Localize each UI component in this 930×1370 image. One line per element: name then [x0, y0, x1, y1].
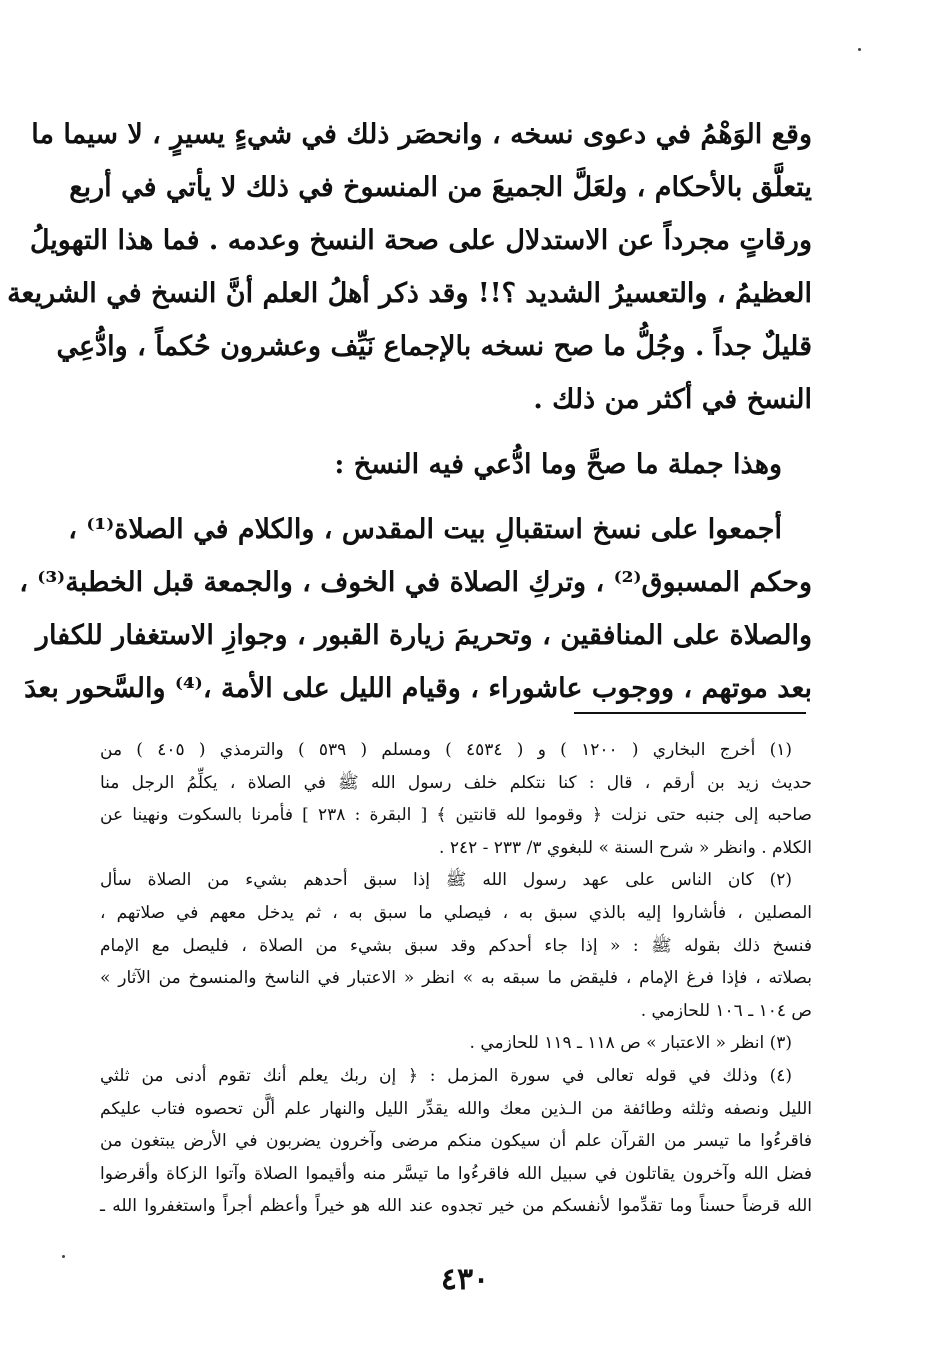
footnote-line: (٤) وذلك في قوله تعالى في سورة المزمل : ﴿ إن ربك يعلم أنك تقوم أدنى من ثلثي: [100, 1065, 792, 1086]
main-text-line: وقع الوَهْمُ في دعوى نسخه ، وانحصَر ذلك في شيءٍ يسيرٍ ، لا سيما ما: [31, 119, 812, 150]
footnote-1: [100, 734, 812, 864]
scan-speck: [858, 48, 861, 51]
scan-speck: [62, 1255, 65, 1258]
main-text: [7, 108, 812, 715]
footnote-line: الله قرضاً حسناً وما تقدِّموا لأنفسكم من خير تجدوه عند الله هو خيراً وأعظم أجراً واستغفروا الله ـ: [100, 1196, 812, 1217]
footnote-line: فنسخ ذلك بقوله ﷺ : « إذا جاء أحدكم وقد سبق بشيء من الصلاة ، فليصل مع الإمام: [100, 935, 812, 956]
list-text-line: والصلاة على المنافقين ، وتحريمَ زيارة القبور ، وجوازِ الاستغفار للكفار: [35, 620, 812, 651]
paragraph-gap: [100, 426, 812, 438]
main-text-line: النسخ في أكثر من ذلك .: [533, 384, 812, 415]
main-text-line: ورقاتٍ مجرداً عن الاستدلال على صحة النسخ وعدمه . فما هذا التهويلُ: [29, 225, 812, 256]
footnote-line: المصلين ، فأشاروا إليه بالذي سبق به ، فيصلي ما سبق به ، ثم يدخل معهم في صلاتهم ،: [100, 902, 812, 923]
footnote-line: ص ١٠٤ ـ ١٠٦ للحازمي .: [640, 1000, 812, 1021]
footnote-line: فضل الله وآخرون يقاتلون في سبيل الله فاقرءُوا ما تيسَّر منه وأقيموا الصلاة وآتوا الزكاة وأقرضوا: [100, 1163, 812, 1184]
page-number: ٤٣٠: [440, 1262, 490, 1297]
footnote-line: (٢) كان الناس على عهد رسول الله ﷺ إذا سبق أحدهم بشيء من الصلاة سأل: [100, 870, 792, 891]
footnote-separator: [574, 712, 806, 714]
footnote-4: [100, 1060, 812, 1223]
footnote-line: (٣) انظر « الاعتبار » ص ١١٨ ـ ١١٩ للحازمي .: [469, 1033, 792, 1054]
footnote-3: [100, 1027, 812, 1060]
footnote-line: حديث زيد بن أرقم ، قال : كنا نتكلم خلف رسول الله ﷺ في الصلاة ، يكلِّمُ الرجل منا: [100, 772, 812, 793]
footnotes: [100, 734, 812, 1223]
footnote-line: (١) أخرج البخاري ( ١٢٠٠ ) و ( ٤٥٣٤ ) ومسلم ( ٥٣٩ ) والترمذي ( ٤٠٥ ) من: [100, 740, 792, 760]
footnote-line: فاقرءُوا ما تيسر من القرآن علم أن سيكون منكم مرضى وآخرون يضربون في الأرض يبتغون من: [100, 1131, 812, 1152]
footnote-line: صاحبه إلى جنبه حتى نزلت ﴿ وقوموا لله قانتين ﴾ [ البقرة : ٢٣٨ ] فأمرنا بالسكوت ونهينا عن: [100, 805, 812, 826]
main-text-line: العظيمُ ، والتعسيرُ الشديد ؟!! وقد ذكر أهلُ العلم أنَّ النسخ في الشريعة: [7, 278, 812, 309]
intro-line: وهذا جملة ما صحَّ وما ادُّعي فيه النسخ :: [334, 449, 782, 480]
list-text-line: بعد موتهم ، ووجوب عاشوراء ، وقيام الليل على الأمة ،⁽⁴⁾ والسَّحور بعدَ: [24, 673, 812, 704]
paragraph-gap: [100, 491, 812, 503]
list-text-line: أجمعوا على نسخ استقبالِ بيت المقدس ، والكلام في الصلاة⁽¹⁾ ،: [68, 514, 782, 545]
footnote-line: الكلام . وانظر « شرح السنة » للبغوي ٣/ ٢٣٣ - ٢٤٢ .: [439, 837, 812, 858]
footnote-2: [100, 864, 812, 1027]
main-text-line: قليلٌ جداً . وجُلُّ ما صح نسخه بالإجماع نَيِّف وعشرون حُكماً ، وادُّعِي: [56, 331, 812, 362]
footnote-line: بصلاته ، فإذا فرغ الإمام ، فليقض ما سبقه به » انظر « الاعتبار في الناسخ والمنسوخ من الآثار »: [100, 968, 812, 989]
list-text-line: وحكم المسبوق⁽²⁾ ، وتركِ الصلاة في الخوف ، والجمعة قبل الخطبة⁽³⁾ ،: [19, 567, 812, 598]
main-text-line: يتعلَّق بالأحكام ، ولعَلَّ الجميعَ من المنسوخ في ذلك لا يأتي في أربع: [69, 172, 812, 203]
footnote-line: الليل ونصفه وثلثه وطائفة من الـذين معك والله يقدِّر الليل والنهار علم ألَّن تحصوه فتاب عليكم: [100, 1098, 812, 1119]
